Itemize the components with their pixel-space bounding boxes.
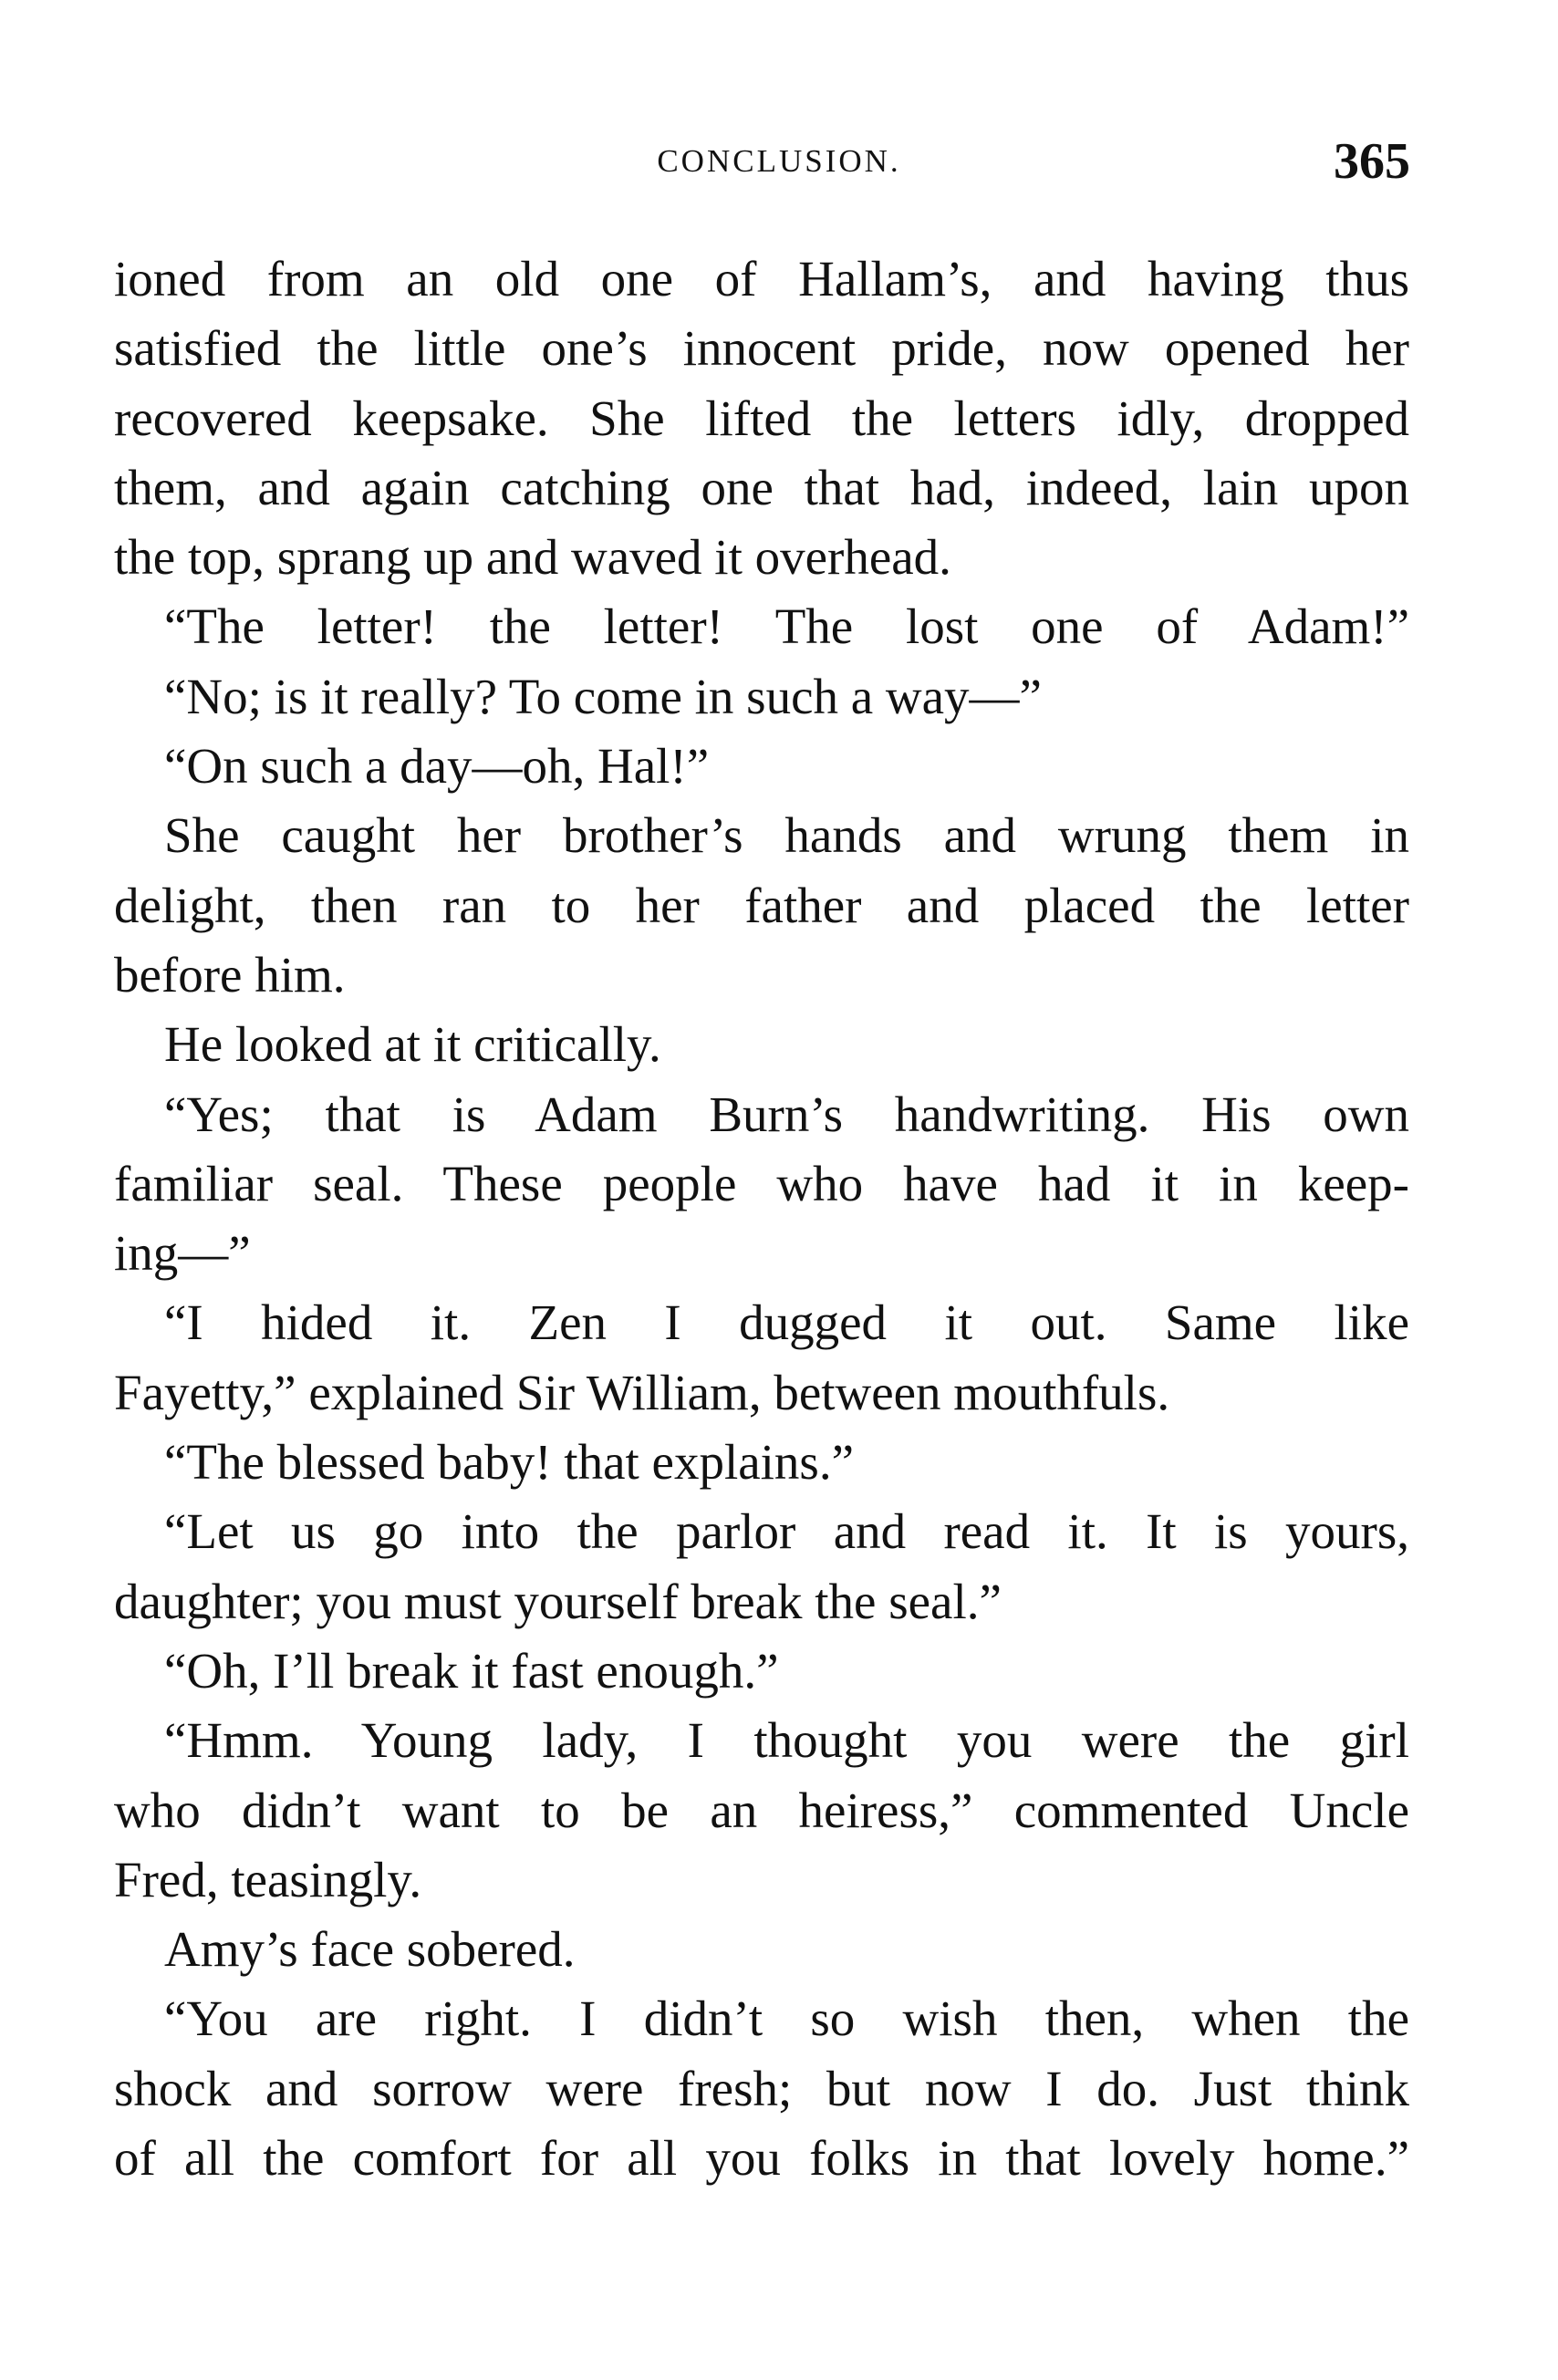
- text-line: them, and again catching one that had, indeed, lain upon: [114, 459, 1409, 515]
- page-number: 365: [1334, 133, 1410, 190]
- text-line: “Oh, I’ll break it fast enough.”: [164, 1642, 779, 1699]
- text-line: “Yes; that is Adam Burn’s handwriting. His own: [164, 1086, 1409, 1142]
- text-line: Fred, teasingly.: [114, 1851, 422, 1907]
- text-line: ing—”: [114, 1225, 251, 1282]
- text-line: “You are right. I didn’t so wish then, when the: [164, 1990, 1409, 2047]
- text-line: ioned from an old one of Hallam’s, and having thus: [114, 251, 1409, 307]
- text-line: familiar seal. These people who have had it in keep-: [114, 1155, 1409, 1211]
- text-line: satisfied the little one’s innocent pride, now opened her: [114, 320, 1409, 377]
- running-head: CONCLUSION.: [657, 143, 901, 179]
- text-line: the top, sprang up and waved it overhead.: [114, 529, 951, 586]
- text-line: “Hmm. Young lady, I thought you were the girl: [164, 1712, 1409, 1769]
- text-line: “The blessed baby! that explains.”: [164, 1434, 854, 1491]
- text-line: “Let us go into the parlor and read it. It is yours,: [164, 1503, 1409, 1560]
- text-line: Fayetty,” explained Sir William, between mouthfuls.: [114, 1364, 1170, 1420]
- text-line: delight, then ran to her father and placed the letter: [114, 877, 1409, 933]
- text-line: before him.: [114, 946, 346, 1003]
- text-line: of all the comfort for all you folks in that lovely home.”: [114, 2130, 1409, 2187]
- text-line: “The letter! the letter! The lost one of Adam!”: [164, 598, 1409, 655]
- text-line: He looked at it critically.: [164, 1016, 661, 1073]
- text-line: “On such a day—oh, Hal!”: [164, 738, 710, 795]
- text-line: daughter; you must yourself break the seal.”: [114, 1573, 1002, 1629]
- body-text: [114, 244, 1409, 2193]
- text-line: Amy’s face sobered.: [164, 1921, 576, 1978]
- text-line: “No; is it really? To come in such a way—”: [164, 668, 1042, 724]
- text-line: shock and sorrow were fresh; but now I do. Just think: [114, 2060, 1409, 2116]
- text-line: who didn’t want to be an heiress,” commented Uncle: [114, 1782, 1409, 1838]
- text-line: recovered keepsake. She lifted the letters idly, dropped: [114, 390, 1409, 446]
- text-line: She caught her brother’s hands and wrung them in: [164, 807, 1409, 864]
- text-line: “I hided it. Zen I dugged it out. Same like: [164, 1294, 1409, 1351]
- page-header: [0, 132, 1558, 196]
